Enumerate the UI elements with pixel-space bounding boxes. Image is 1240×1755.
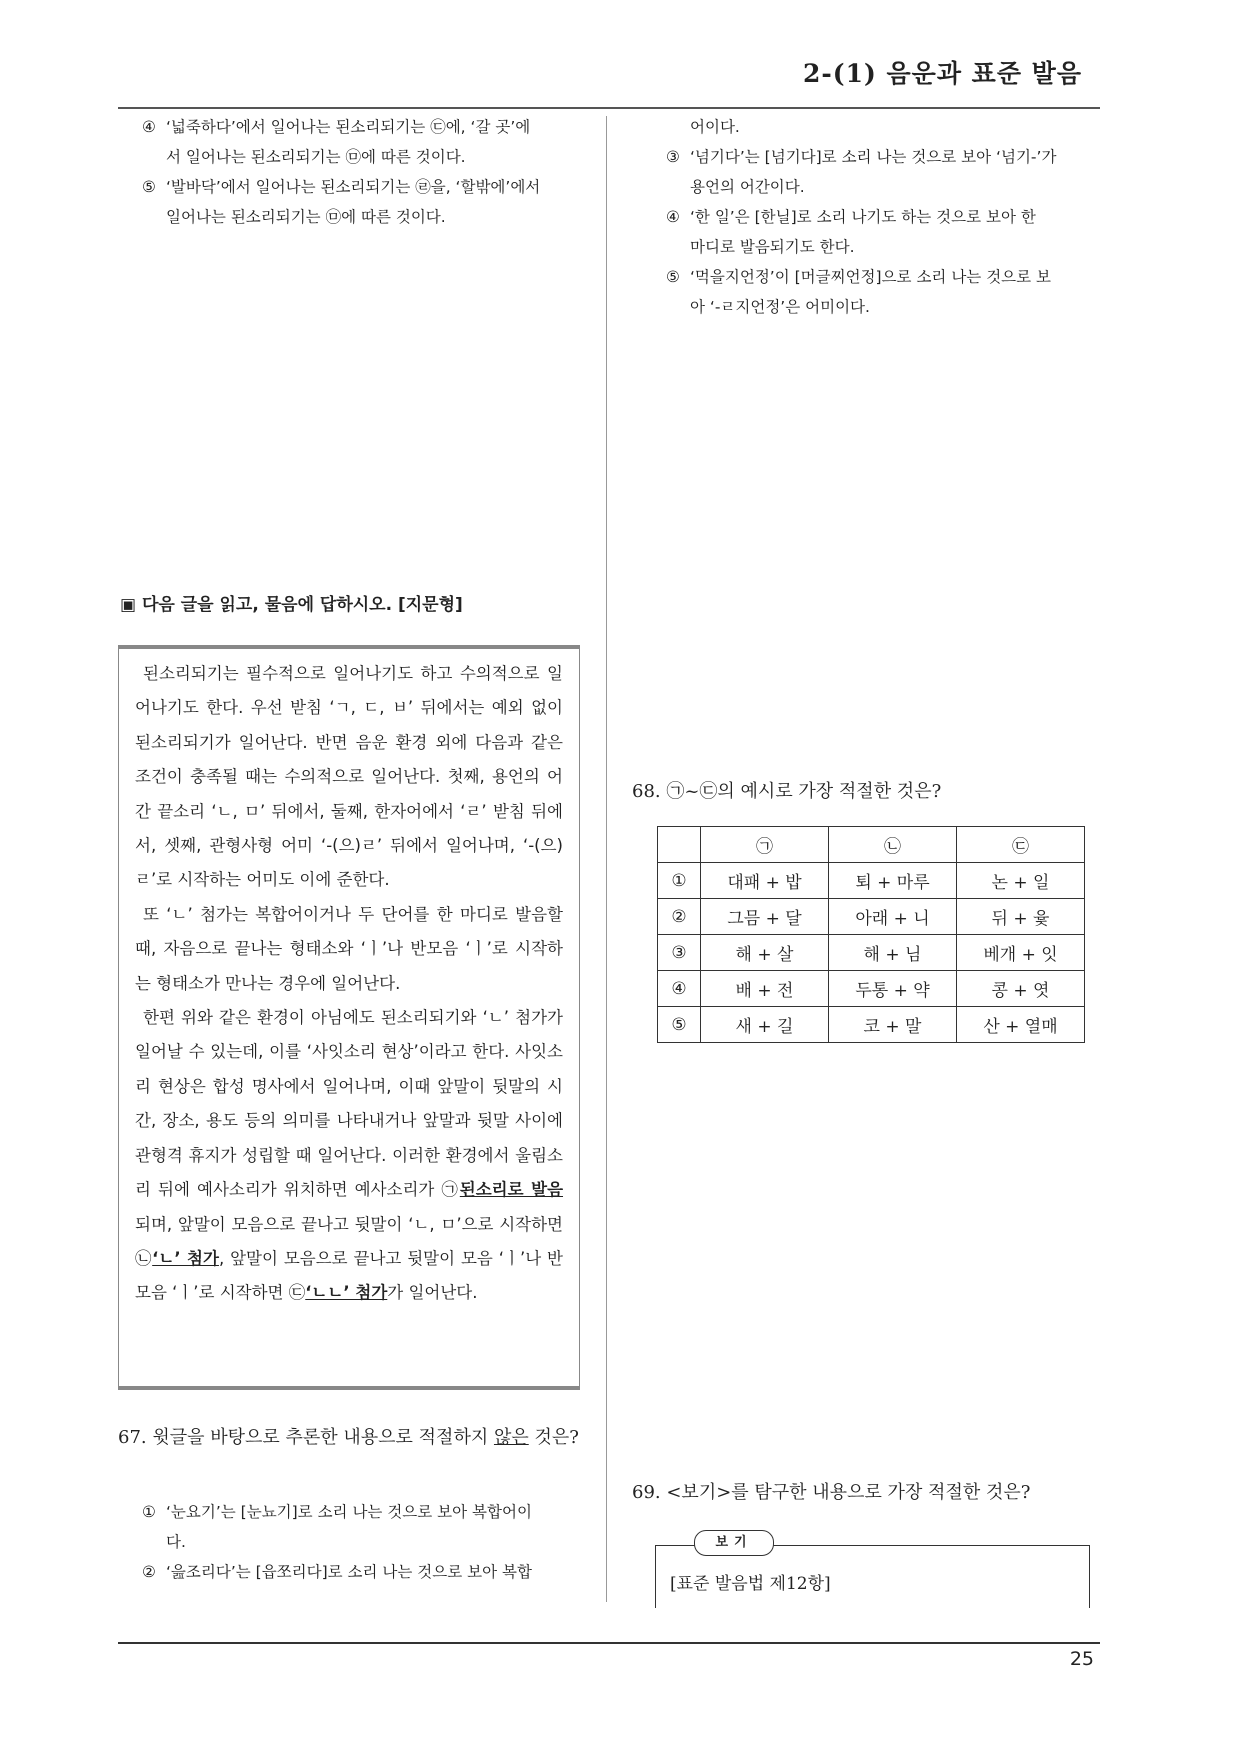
- column-divider: [606, 116, 607, 1602]
- table-cell: 새 + 길: [701, 1007, 829, 1043]
- table-cell: ④: [658, 971, 701, 1007]
- question-69-title: 69. <보기>를 탐구한 내용으로 가장 적절한 것은?: [632, 1482, 1031, 1503]
- question-67-title: 67. 윗글을 바탕으로 추론한 내용으로 적절하지 않은 것은?: [118, 1427, 579, 1448]
- table-header-cell: ㉢: [957, 827, 1085, 863]
- table-cell: 콩 + 엿: [957, 971, 1085, 1007]
- table-cell: 해 + 님: [829, 935, 957, 971]
- table-cell: 뒤 + 윷: [957, 899, 1085, 935]
- negation-underline: 않은: [493, 1427, 529, 1448]
- table-cell: 코 + 말: [829, 1007, 957, 1043]
- table-cell: 퇴 + 마루: [829, 863, 957, 899]
- prev-question-options-left: [118, 112, 590, 232]
- option-5: ⑤ ‘먹을지언정’이 [머글찌언정]으로 소리 나는 것으로 보 아 ‘-ㄹ지언정’은 어미이다.: [666, 268, 1052, 316]
- header-rule: [118, 107, 1100, 109]
- question-67-options: [118, 1497, 590, 1587]
- table-cell: 아래 + 니: [829, 899, 957, 935]
- option-continuation: 어이다.: [690, 118, 740, 136]
- table-cell: 산 + 열매: [957, 1007, 1085, 1043]
- passage-paragraph-2: 또 ‘ㄴ’ 첨가는 복합어이거나 두 단어를 한 마디로 발음할 때, 자음으로 끝나는 형태소와 ‘ㅣ’나 반모음 ‘ㅣ’로 시작하는 형태소가 만나는 경우에 일어난다.: [135, 904, 563, 993]
- question-68-title: 68. ㉠~㉢의 예시로 가장 적절한 것은?: [632, 781, 942, 802]
- marker-b: ㉡: [135, 1248, 153, 1268]
- table-cell: 배 + 전: [701, 971, 829, 1007]
- section-heading: ▣ 다음 글을 읽고, 물음에 답하시오. [지문형]: [120, 595, 463, 615]
- table-row: [658, 971, 1085, 1007]
- table-cell: ③: [658, 935, 701, 971]
- option-2: ② ‘읊조리다’는 [읍쪼리다]로 소리 나는 것으로 보아 복합: [142, 1563, 532, 1581]
- underlined-target-b: ‘ㄴ’ 첨가: [152, 1248, 219, 1268]
- table-row: [658, 899, 1085, 935]
- footer-rule: [118, 1642, 1100, 1644]
- table-cell: ②: [658, 899, 701, 935]
- underlined-target-a: 된소리로 발음: [459, 1180, 564, 1200]
- page-number: 25: [1069, 1648, 1094, 1670]
- table-row: [658, 863, 1085, 899]
- table-header-row: [658, 827, 1085, 863]
- table-cell: 해 + 살: [701, 935, 829, 971]
- table-cell: ①: [658, 863, 701, 899]
- bogi-label: 보기: [694, 1530, 774, 1556]
- table-header-cell: ㉡: [829, 827, 957, 863]
- table-header-cell: [658, 827, 701, 863]
- marker-c: ㉢: [288, 1283, 306, 1303]
- option-4: ④ ‘넓죽하다’에서 일어나는 된소리되기는 ㉢에, ‘갈 곳’에 서 일어나는 된소리되기는 ㉤에 따른 것이다.: [142, 118, 531, 166]
- option-3: ③ ‘넘기다’는 [넘기다]로 소리 나는 것으로 보아 ‘넘기-’가 용언의 어간이다.: [666, 148, 1057, 196]
- table-cell: 대패 + 밥: [701, 863, 829, 899]
- table-header-cell: ㉠: [701, 827, 829, 863]
- table-row: [658, 1007, 1085, 1043]
- table-cell: ⑤: [658, 1007, 701, 1043]
- option-1: ① ‘눈요기’는 [눈뇨기]로 소리 나는 것으로 보아 복합어이 다.: [142, 1503, 532, 1551]
- bogi-content: [표준 발음법 제12항]: [670, 1574, 831, 1594]
- table-cell: 그믐 + 달: [701, 899, 829, 935]
- table-cell: 두통 + 약: [829, 971, 957, 1007]
- table-cell: 베개 + 잇: [957, 935, 1085, 971]
- passage-paragraph-1: 된소리되기는 필수적으로 일어나기도 하고 수의적으로 일어나기도 한다. 우선 받침 ‘ㄱ, ㄷ, ㅂ’ 뒤에서는 예외 없이 된소리되기가 일어난다. 반면 음운 환경 외에 다음과 같은 조건이 충족될 때는 수의적으로 일어난다. 첫째, 용언의 어간 끝소리 ‘ㄴ, ㅁ’ 뒤에서, 둘째, 한자어에서 ‘ㄹ’ 받침 뒤에서, 셋째, 관형사형 어미 ‘-(으)ㄹ’ 뒤에서 일어나며, ‘-(으)ㄹ’로 시작하는 어미도 이에 준한다.: [135, 664, 563, 890]
- question-options-right: [642, 112, 1100, 322]
- marker-a: ㉠: [441, 1180, 460, 1200]
- passage-paragraph-3: 한편 위와 같은 환경이 아님에도 된소리되기와 ‘ㄴ’ 첨가가 일어날 수 있는데, 이를 ‘사잇소리 현상’이라고 한다. 사잇소리 현상은 합성 명사에서 일어나며, 이때 앞말이 뒷말의 시간, 장소, 용도 등의 의미를 나타내거나 앞말과 뒷말 사이에 관형격 휴지가 성립할 때 일어난다. 이러한 환경에서 울림소리 뒤에 예사소리가 위치하면 예사소리가 ㉠된소리로 발음되며, 앞말이 모음으로 끝나고 뒷말이 ‘ㄴ, ㅁ’으로 시작하면 ㉡‘ㄴ’ 첨가, 앞말이 모음으로 끝나고 뒷말이 모음 ‘ㅣ’나 반모음 ‘ㅣ’로 시작하면 ㉢‘ㄴㄴ’ 첨가가 일어난다.: [135, 1008, 564, 1303]
- table-cell: 논 + 일: [957, 863, 1085, 899]
- reading-passage: [118, 645, 580, 1390]
- page-header-title: 2-(1) 음운과 표준 발음: [803, 59, 1082, 88]
- option-5: ⑤ ‘발바닥’에서 일어나는 된소리되기는 ㉣을, ‘할밖에’에서 일어나는 된소리되기는 ㉤에 따른 것이다.: [142, 178, 541, 226]
- underlined-target-c: ‘ㄴㄴ’ 첨가: [305, 1283, 388, 1303]
- question-68-answer-table: [657, 826, 1085, 1043]
- option-4: ④ ‘한 일’은 [한닐]로 소리 나기도 하는 것으로 보아 한 마디로 발음되기도 한다.: [666, 208, 1036, 256]
- table-row: [658, 935, 1085, 971]
